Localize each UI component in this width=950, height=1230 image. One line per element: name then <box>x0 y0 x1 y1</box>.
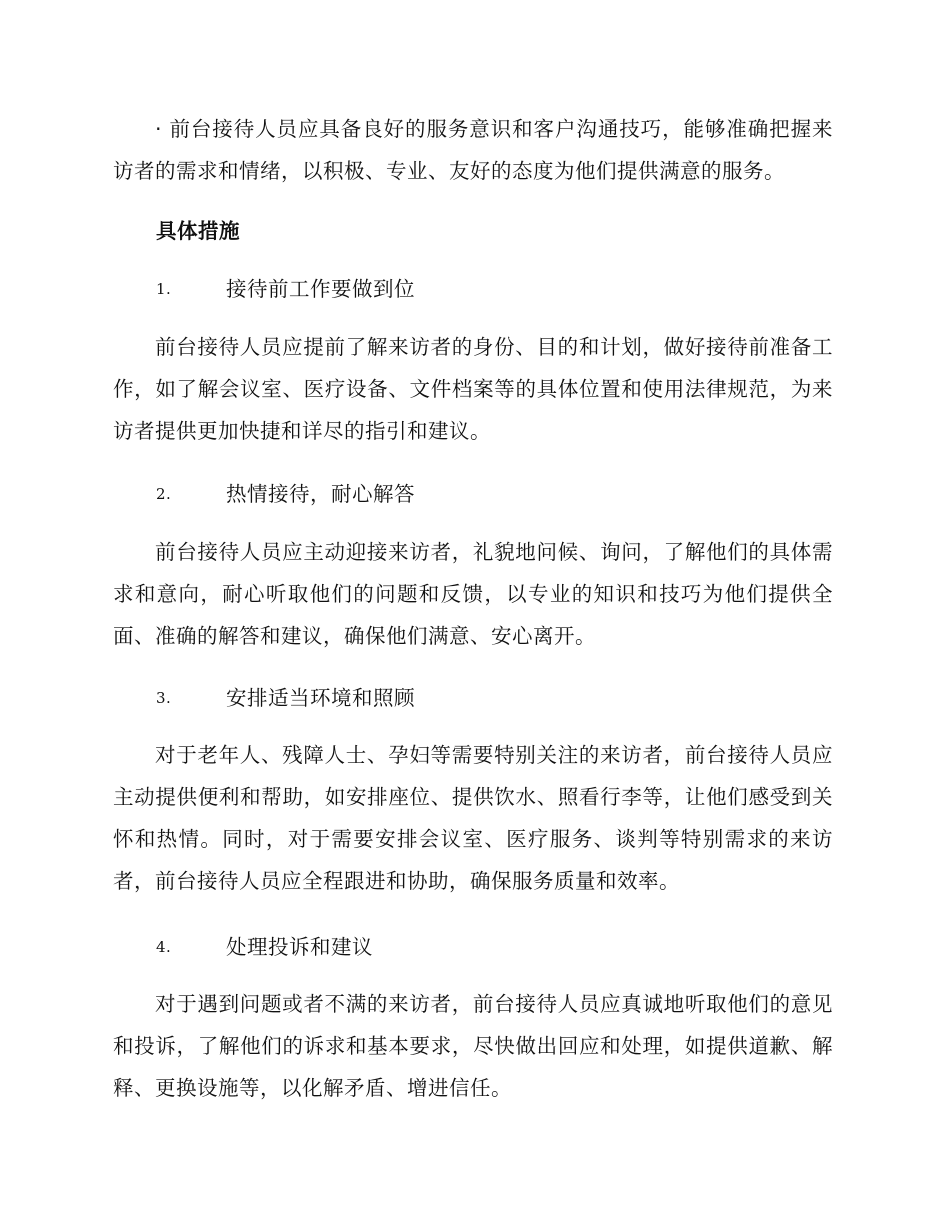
list-item-title: 安排适当环境和照顾 <box>226 686 415 710</box>
list-item-number: 1. <box>156 280 172 298</box>
list-item-number: 2. <box>156 485 172 503</box>
list-item-body: 对于老年人、残障人士、孕妇等需要特别关注的来访者，前台接待人员应主动提供便利和帮助，如安排座位、提供饮水、照看行李等，让他们感受到关怀和热情。同时，对于需要安排会议室、医疗服务、谈判等特别需求的来访者，前台接待人员应全程跟进和协助，确保服务质量和效率。 <box>113 743 833 893</box>
list-item-body: 前台接待人员应提前了解来访者的身份、目的和计划，做好接待前准备工作，如了解会议室、医疗设备、文件档案等的具体位置和使用法律规范，为来访者提供更加快捷和详尽的指引和建议。 <box>113 335 833 443</box>
list-item-title: 热情接待，耐心解答 <box>226 482 415 506</box>
list-item-title: 接待前工作要做到位 <box>226 277 415 301</box>
list-item-body: 对于遇到问题或者不满的来访者，前台接待人员应真诚地听取他们的意见和投诉，了解他们的诉求和基本要求，尽快做出回应和处理，如提供道歉、解释、更换设施等，以化解矛盾、增进信任。 <box>113 992 833 1100</box>
list-item-number: 4. <box>156 938 172 956</box>
list-item-body: 前台接待人员应主动迎接来访者，礼貌地问候、询问，了解他们的具体需求和意向，耐心听取他们的问题和反馈，以专业的知识和技巧为他们提供全面、准确的解答和建议，确保他们满意、安心离开。 <box>113 540 833 648</box>
list-item-number: 3. <box>156 689 172 707</box>
list-item-title: 处理投诉和建议 <box>226 935 373 959</box>
section-heading: 具体措施 <box>156 219 240 243</box>
intro-paragraph: · 前台接待人员应具备良好的服务意识和客户沟通技巧，能够准确把握来访者的需求和情绪，以积极、专业、友好的态度为他们提供满意的服务。 <box>113 117 833 183</box>
